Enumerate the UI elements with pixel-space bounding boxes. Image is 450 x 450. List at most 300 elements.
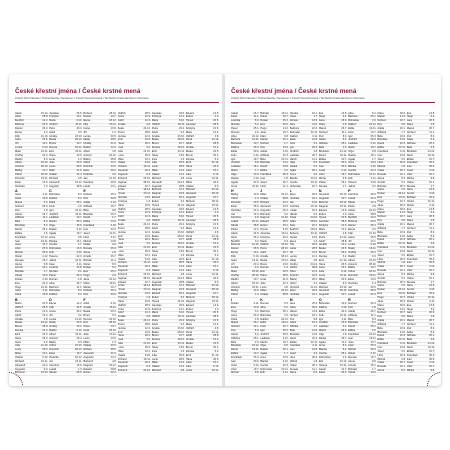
first-name: Ludmila (49, 266, 59, 270)
first-name: Bruno (185, 249, 193, 253)
letter-heading: P (348, 188, 351, 193)
name-day-date: 28.5. (311, 247, 318, 251)
name-day-date: 28.8. (144, 130, 151, 134)
first-name: Igor (231, 157, 236, 161)
name-day-date: 8.3. (284, 302, 289, 306)
name-day-date: 26.3. (253, 313, 260, 317)
first-name: Richard (117, 165, 127, 169)
first-name: Marek (83, 285, 91, 289)
name-day-date: 13.6. (213, 303, 220, 307)
name-day-date: 26.2. (178, 292, 185, 296)
first-name: Arnošt (15, 266, 23, 270)
first-name: Alois (15, 115, 21, 119)
name-day-date: 12.2. (311, 270, 318, 274)
first-name: Alžběta (406, 142, 416, 146)
name-day-date: 18.12. (369, 270, 377, 274)
first-name: Agáta (348, 157, 356, 161)
name-day-date: 13.9. (282, 146, 289, 150)
first-name: Amálie (49, 134, 58, 138)
first-name: Alice (231, 134, 237, 138)
name-day-date: 1.3. (180, 253, 185, 257)
first-name: Běla (231, 340, 237, 344)
name-day-date: 16.1. (253, 165, 260, 169)
first-name: Hugo (318, 115, 326, 119)
name-day-date: 16.1. (311, 112, 318, 115)
name-day-date: 24.5. (370, 220, 377, 224)
name-day-date: 16.1. (429, 180, 435, 184)
first-name: Igor (289, 146, 295, 150)
first-name: Jana (83, 277, 90, 281)
name-day-date: 9.3. (214, 184, 220, 188)
first-name: Hedvika (289, 197, 300, 201)
name-day-date: 3.2. (254, 309, 260, 313)
name-day-date: 23.11. (281, 258, 289, 262)
name-day-date: 13.6. (110, 336, 117, 340)
name-day-date: 23.11. (369, 274, 377, 278)
first-name: Alexandr (151, 276, 163, 280)
name-day-date: 28.8. (110, 157, 117, 161)
first-name: Petra (318, 235, 326, 239)
first-name: Hugo (406, 115, 414, 119)
name-day-date: 12.2. (144, 134, 151, 138)
first-name: Norbert (231, 325, 240, 329)
first-name: Bohumil (185, 199, 196, 203)
name-day-date: 10.7. (399, 296, 406, 299)
name-day-date: 25.1. (399, 280, 406, 284)
name-day-date: 3.2. (430, 115, 435, 119)
first-name: Lucie (151, 357, 159, 361)
name-day-date: 1.7. (342, 184, 348, 188)
name-day-date: 28.8. (42, 325, 49, 329)
name-row (319, 372, 347, 376)
first-name: Milan (185, 276, 193, 280)
name-day-date: 16.11. (41, 359, 49, 363)
first-name: Anna (289, 173, 296, 176)
name-day-date: 4.12. (253, 363, 260, 367)
name-day-date: 13.6. (253, 193, 260, 197)
first-name: Amálie (117, 219, 126, 223)
first-name: Dušan (231, 302, 239, 306)
name-day-date: 13.1. (178, 115, 185, 119)
name-day-date: 13.8. (42, 293, 49, 297)
name-day-date: 4.8. (254, 216, 260, 220)
first-name: Beáta (49, 138, 57, 142)
first-name: Ctibor (15, 173, 23, 176)
first-name: Igor (49, 208, 54, 212)
name-day-date: 21.6. (42, 309, 49, 313)
first-name: David (83, 216, 91, 220)
name-day-date: 26.5. (42, 348, 49, 352)
name-row (231, 372, 259, 376)
name-day-date: 9.3. (313, 212, 318, 216)
name-day-date: 26.5. (144, 153, 151, 157)
first-name: Cecílie (348, 169, 357, 173)
name-day-date: 3.2. (401, 349, 406, 353)
first-name: Roman (231, 130, 240, 134)
name-day-date: 1.8. (43, 208, 49, 212)
name-day-date: 20.4. (42, 363, 49, 367)
name-day-date: 12.2. (370, 216, 377, 220)
first-name: Lenka (231, 266, 239, 270)
first-name: Pavla (231, 227, 238, 231)
name-day-date: 12.4. (213, 130, 220, 134)
first-name: Julie (260, 281, 266, 285)
name-day-date: 24.12. (109, 153, 117, 157)
left-names-column (49, 112, 82, 376)
first-name: Hedvika (83, 173, 93, 176)
first-name: Bohdan (406, 196, 416, 200)
first-name: Edita (289, 138, 296, 142)
name-day-date: 4.12. (370, 142, 377, 146)
first-name: Marie (15, 302, 22, 306)
first-name: Bohumil (151, 188, 162, 192)
first-name: Lukáš (289, 208, 297, 212)
first-name: Dušan (83, 266, 91, 270)
first-name: Bohdan (406, 292, 416, 296)
first-name: Eva (406, 207, 412, 211)
first-name: Otakar (151, 173, 160, 176)
name-day-date: 19.11. (281, 321, 289, 325)
name-day-date: 3.2. (214, 157, 220, 161)
name-day-date: 6.10. (311, 201, 318, 205)
first-name: Adéla (83, 201, 91, 205)
name-day-date: 13.9. (282, 355, 289, 359)
first-name: Blažej (289, 277, 297, 281)
name-day-date: 28.10. (75, 138, 83, 142)
first-name: Beáta (260, 258, 268, 262)
name-day-date: 24.12. (251, 344, 260, 348)
first-name: Dušan (377, 192, 386, 196)
first-name: Hana (117, 238, 124, 242)
name-day-date: 20.5. (370, 285, 377, 289)
first-name: Eliška (231, 352, 239, 356)
name-day-date: 21.6. (178, 361, 185, 365)
name-day-date: 24.12. (427, 149, 435, 153)
name-day-date: 2.6. (401, 284, 406, 288)
first-name: Ester (83, 169, 90, 173)
first-name: Eliška (377, 338, 385, 342)
first-name: Břetislav (348, 321, 359, 325)
name-day-date: 21.10. (251, 243, 260, 247)
name-day-date: 12.2. (253, 227, 260, 231)
first-name: Julie (151, 161, 158, 165)
first-name: Hedvika (15, 184, 25, 188)
name-day-date: 20.4. (178, 222, 185, 226)
name-day-date: 16.1. (110, 212, 117, 216)
first-name: Libor (15, 247, 21, 251)
first-name: Emil (117, 330, 123, 334)
name-day-date: 11.1. (429, 322, 435, 326)
left-title-rule (15, 102, 219, 103)
first-name: Emil (117, 234, 123, 238)
first-name: Petr (377, 219, 383, 223)
first-name: Renata (406, 280, 416, 284)
name-day-date: 22.11. (310, 340, 318, 344)
first-name: Klára (406, 315, 413, 319)
first-name: Klára (406, 219, 413, 223)
first-name: Denisa (318, 254, 328, 258)
first-name: Marie (151, 311, 159, 315)
first-name: Julie (185, 269, 192, 273)
name-day-date: 19.7. (399, 215, 406, 219)
name-day-date: 8.3. (77, 193, 83, 197)
name-day-date: 23.11. (339, 204, 348, 208)
first-name: Emil (185, 353, 191, 357)
name-day-date: 21.10. (281, 216, 289, 220)
first-name: Nikola (348, 201, 356, 205)
first-name: Evžen (185, 115, 194, 119)
first-name: Blanka (318, 348, 327, 352)
name-day-date: 30.6. (370, 138, 377, 142)
first-name: Oldřich (151, 123, 161, 127)
first-name: Adolf (15, 313, 22, 317)
first-name: Dušan (406, 299, 415, 303)
name-day-date: 6.10. (76, 119, 83, 123)
first-name: Marek (377, 115, 385, 119)
first-name: Dagmar (151, 288, 162, 292)
first-name: Petra (260, 247, 267, 251)
first-name: Arnošt (406, 192, 415, 196)
first-name: Ivan (348, 336, 354, 340)
name-day-date: 26.5. (178, 207, 185, 211)
first-name: Nikola (49, 371, 57, 375)
first-name: Ladislav (231, 165, 241, 169)
name-day-date: 4.12. (429, 169, 435, 173)
first-name: Elena (15, 130, 22, 134)
name-day-date: 26.7. (399, 361, 406, 365)
name-day-date: 3.2. (180, 199, 185, 203)
first-name: Blažej (231, 193, 239, 197)
first-name: Olga (231, 173, 237, 176)
name-day-date: 5.2. (430, 330, 435, 334)
first-name: Petr (260, 146, 266, 150)
first-name: Denisa (117, 326, 126, 330)
first-name: Anna (348, 161, 355, 165)
name-day-date: 22.3. (42, 281, 49, 285)
name-day-date: 13.6. (341, 208, 348, 212)
name-day-date: 10.7. (76, 216, 83, 220)
name-day-date: 28.5. (341, 220, 348, 224)
first-name: Klára (377, 303, 384, 307)
name-day-date: 21.10. (211, 161, 220, 165)
first-name: Cecílie (318, 352, 327, 356)
first-name: Běla (318, 146, 325, 150)
name-day-date: 2.6. (77, 204, 83, 208)
first-name: Oldřich (318, 231, 328, 235)
name-day-date: 12.4. (178, 173, 185, 176)
first-name: Julie (151, 353, 158, 357)
first-name: Milan (151, 265, 158, 269)
first-name: Anna (318, 344, 326, 348)
first-name: Jana (406, 215, 413, 219)
first-name: Norbert (406, 226, 416, 230)
name-day-date: 2.6. (372, 119, 377, 123)
name-day-date: 28.5. (110, 138, 117, 142)
first-name: Ondřej (289, 262, 298, 266)
name-day-date: 9.8. (430, 272, 435, 276)
first-name: Ivan (406, 261, 412, 265)
first-name: Marie (185, 226, 193, 230)
name-day-date: 28.5. (144, 303, 151, 307)
first-name: Monika (289, 112, 299, 115)
name-day-date: 18.12. (109, 119, 117, 123)
name-day-date: 3.2. (77, 270, 83, 274)
name-day-date: 22.3. (110, 227, 117, 231)
first-name: Eliška (406, 349, 414, 353)
first-name: Adéla (231, 332, 238, 336)
first-name: Julie (318, 270, 325, 274)
name-day-date: 21.6. (144, 307, 151, 311)
name-day-date: 1.7. (313, 115, 318, 119)
name-day-date: 8.3. (401, 369, 406, 373)
name-day-date: 28.8. (178, 184, 185, 188)
first-name: Marie (49, 119, 56, 123)
name-day-date: 4.11. (282, 161, 289, 165)
first-name: Edita (49, 201, 56, 205)
first-name: Petr (406, 134, 412, 138)
name-day-date: 13.1. (110, 184, 117, 188)
name-day-date: 28.8. (144, 322, 151, 326)
first-name: Beáta (151, 138, 159, 142)
first-name: Jana (406, 311, 413, 315)
first-name: Augustin (83, 355, 94, 359)
right-page-content (231, 88, 435, 376)
first-name: Oskar (377, 169, 385, 173)
first-name: Ester (231, 204, 238, 208)
name-day-date: 21.6. (282, 277, 289, 281)
name-day-date: 25.3. (341, 371, 348, 375)
name-day-date: 12.4. (253, 212, 260, 216)
letter-heading: C (49, 188, 52, 193)
name-day-date: 24.5. (282, 204, 289, 208)
first-name: Radek (49, 227, 57, 231)
name-day-date: 19.7. (110, 204, 117, 208)
name-day-date: 21.10. (177, 299, 185, 303)
name-day-date: 20.4. (370, 251, 377, 255)
first-name: Augustin (15, 367, 26, 371)
left-names-column (152, 112, 185, 376)
first-name: Lenka (15, 146, 23, 150)
first-name: Hana (151, 153, 159, 157)
name-day-date: 23.10. (211, 188, 220, 192)
first-name: Augustin (151, 184, 162, 188)
first-name: Dagmar (83, 363, 93, 367)
first-name: Hugo (260, 126, 267, 130)
first-name: Augustin (260, 208, 271, 212)
name-day-date: 19.7. (370, 355, 377, 359)
name-day-date: 26.3. (76, 274, 83, 278)
name-day-date: 23.10. (177, 134, 185, 138)
name-day-date: 24.5. (311, 274, 318, 278)
first-name: Denisa (151, 338, 160, 342)
name-day-date: 10.7. (110, 325, 117, 329)
name-day-date: 26.3. (311, 146, 318, 150)
first-name: Běla (83, 208, 89, 212)
first-name: Josef (406, 265, 413, 269)
name-day-date: 9.3. (77, 130, 83, 134)
first-name: Richard (318, 285, 328, 289)
left-page-title: České křestní jména / České krstné mená (15, 88, 141, 95)
first-name: Alexandr (15, 363, 26, 367)
name-day-date: 3.2. (313, 281, 318, 285)
name-day-date: 5.2. (43, 224, 49, 228)
letter-heading: I (231, 297, 232, 302)
first-name: Alexandr (117, 169, 128, 173)
first-name: Renata (377, 365, 386, 369)
name-day-date: 13.1. (178, 307, 185, 311)
first-name: Amálie (151, 230, 160, 234)
first-name: Eduard (151, 292, 161, 296)
name-day-date: 21.6. (144, 115, 151, 119)
name-day-date: 22.11. (252, 184, 260, 188)
first-name: Amálie (15, 317, 24, 321)
name-day-date: 28.8. (370, 212, 377, 216)
name-day-date: 18.12. (75, 355, 83, 359)
name-day-date: 12.2. (213, 242, 220, 246)
name-day-date: 28.10. (177, 234, 185, 238)
first-name: Renata (318, 184, 328, 188)
first-name: Bohdan (377, 184, 387, 188)
name-day-date: 4.11. (76, 262, 83, 266)
name-day-date: 24.12. (211, 234, 220, 238)
name-day-date: 10.7. (253, 142, 260, 146)
first-name: Alexandr (185, 192, 197, 196)
name-day-date: 26.3. (370, 302, 377, 306)
first-name: Otakar (151, 365, 160, 369)
first-name: Lucie (185, 176, 193, 180)
first-name: Ivan (83, 227, 89, 231)
name-day-date: 28.8. (311, 266, 318, 270)
first-name: Emil (15, 332, 21, 336)
first-name: Běla (15, 220, 21, 224)
first-name: Pavel (289, 115, 297, 119)
first-name: Alois (289, 224, 296, 228)
name-day-date: 16.1. (341, 180, 348, 184)
first-name: Amálie (185, 146, 194, 150)
name-day-date: 24.12. (40, 321, 49, 325)
first-name: Eva (231, 306, 236, 309)
name-day-date: 13.6. (76, 153, 83, 157)
name-day-date: 24.5. (144, 138, 151, 142)
name-day-date: 25.3. (370, 134, 377, 138)
name-day-date: 26.7. (429, 126, 435, 130)
first-name: Josef (231, 363, 238, 367)
first-name: Libor (260, 184, 267, 188)
name-day-date: 13.6. (76, 363, 83, 367)
first-name: Jaroslav (151, 112, 162, 115)
name-day-date: 26.5. (213, 261, 220, 265)
first-name: Hynek (151, 299, 160, 303)
first-name: Milan (117, 253, 124, 257)
first-name: Bohumil (260, 212, 270, 216)
first-name: Oldřich (117, 303, 126, 307)
name-day-date: 4.8. (43, 317, 49, 321)
name-day-date: 5.2. (430, 234, 435, 238)
first-name: Alena (83, 251, 91, 255)
name-day-date: 16.11. (211, 369, 220, 373)
name-day-date: 13.6. (144, 196, 151, 200)
name-day-date: 1.8. (401, 261, 406, 265)
name-day-date: 19.11. (41, 239, 49, 243)
name-day-date: 13.6. (253, 289, 260, 293)
name-day-date: 25.3. (370, 344, 377, 348)
name-day-date: 25.1. (76, 201, 83, 205)
name-day-date: 23.11. (177, 342, 185, 346)
first-name: Jaroslav (117, 196, 128, 200)
first-name: Richard (83, 348, 93, 352)
name-row (186, 370, 219, 374)
first-name: Jakub (231, 112, 239, 115)
